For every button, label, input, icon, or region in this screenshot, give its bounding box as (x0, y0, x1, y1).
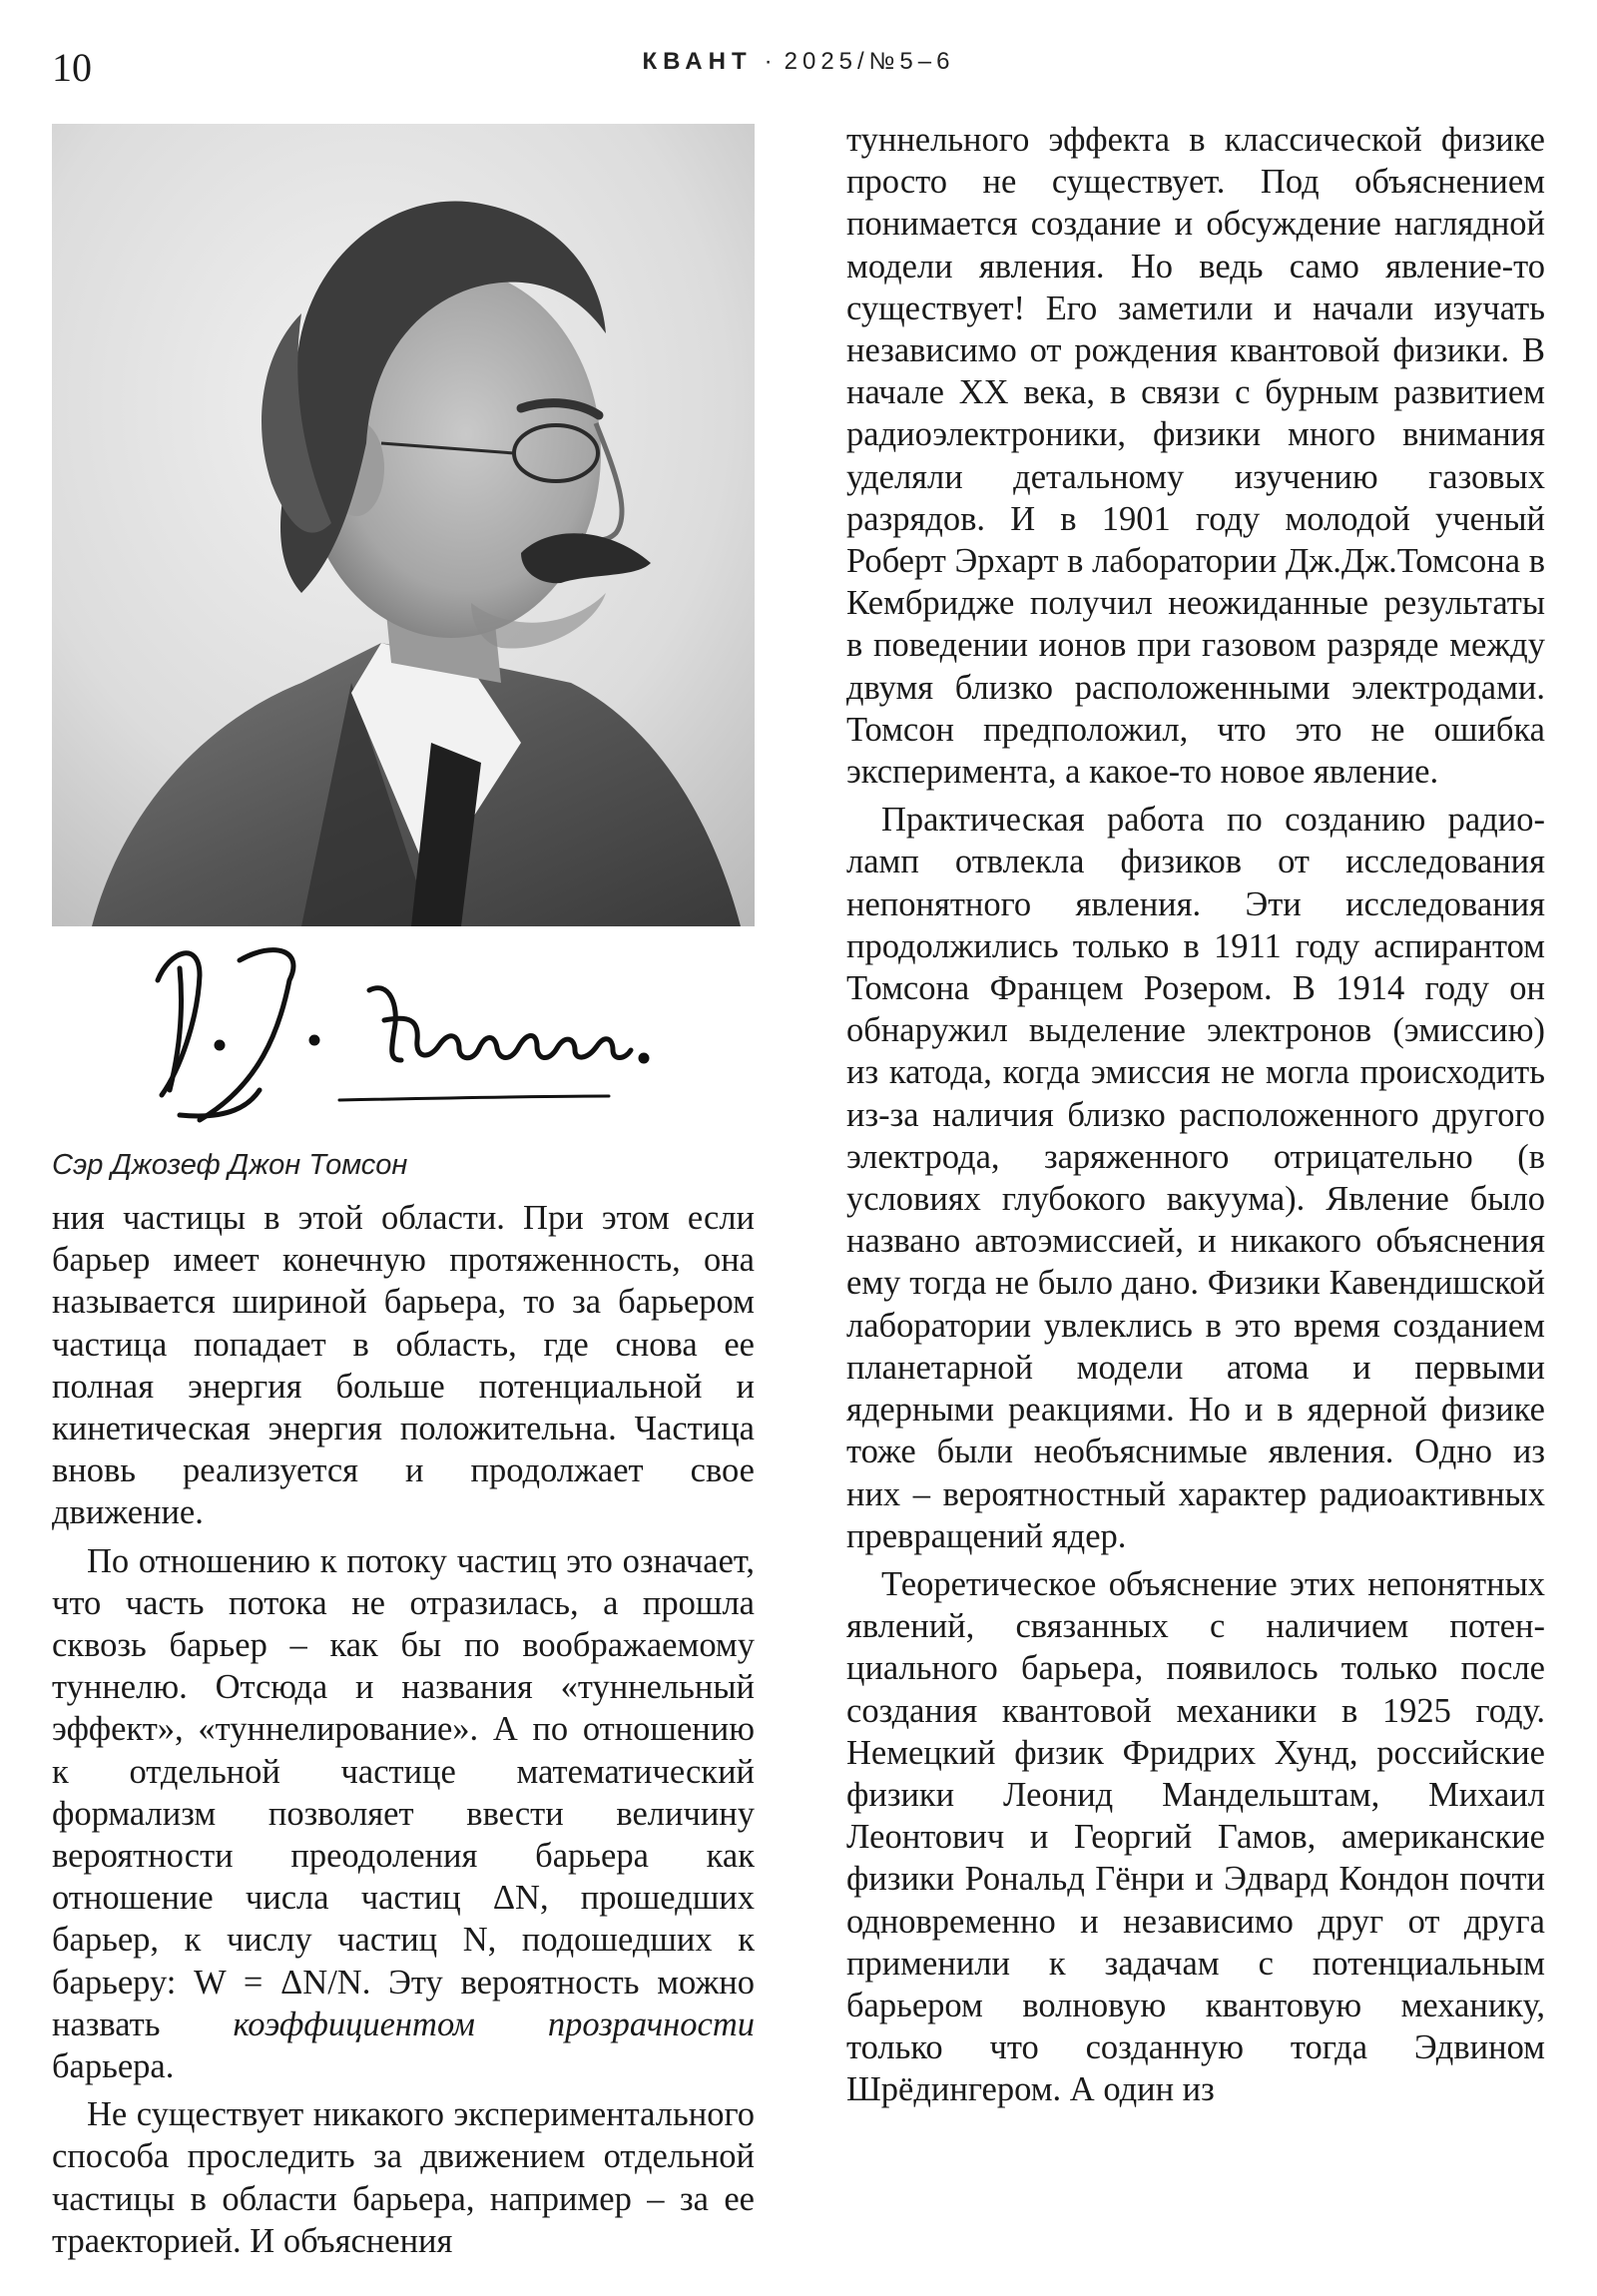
figure-caption: Сэр Джозеф Джон Томсон (52, 1149, 408, 1181)
paragraph: ния частицы в этой области. При этом если барьер имеет конечную протяженность, она называется шириной барьера, то за барьером частица попадает в область, где снова ее полная энергия больше потенциальной и кинетическая энергия положительна. Частица вновь реализуется и продолжает свое движение. (52, 1199, 755, 1532)
paragraph: туннельного эффекта в классической физике просто не существует. Под объяснением понимается создание и обсуждение наглядной модели явления. Но ведь само явление-то существует! Его заметили и начали изучать независимо от рождения квантовой физики. В начале XX века, в связи с бурным развитием радиоэлектроники, физики много внимания уделяли детальному изучению газовых разрядов. И в 1901 году молодой ученый Роберт Эрхарт в лаборатории Дж.Дж.Томсона в Кембридже получил неожиданные результаты в поведении ионов при газовом разряде между двумя близко расположенными электродами. Томсон предположил, что это не ошибка эксперимента, а какое-то новое явление. (846, 121, 1545, 792)
journal-title: КВАНТ (642, 48, 753, 75)
page-number: 10 (52, 45, 92, 90)
paragraph-text: барьера. (52, 2047, 175, 2086)
left-column (52, 1197, 755, 2262)
header-separator: · (764, 48, 773, 75)
paragraph (52, 1540, 755, 2088)
signature-icon (140, 920, 659, 1130)
paragraph-text: По отношению к потоку частиц это означает, что часть потока не отразилась, а прошла сквозь барьер – как бы по воображаемому туннелю. Отсюда и названия «туннельный эффект», «туннелирование». А по отношению к отдельной частице математический формализм позволяет ввести величину вероятности преодоления барьера как отношение числа частиц ΔN, прошедших барьер, к числу частиц N, подошедших к барьеру: W = ΔN/N. Эту вероятность можно назвать (52, 1541, 755, 2043)
issue-number: 2025/№5–6 (784, 48, 955, 75)
paragraph: Теоретическое объяснение этих непонятных явлений, связанных с наличием потенциального барьера, появилось только после создания квантовой механики в 1925 году. Немецкий физик Фридрих Хунд, российские физики Леонид Мандельштам, Михаил Леонтович и Георгий Гамов, американские физики Рональд Гёнри и Эдвард Кондон почти одновременно и независимо друг от друга применили к задачам с потенциальным барьером волновую квантовую механику, только что созданную тогда Эдвином Шрёдингером. А один из (846, 1564, 1545, 2109)
emphasized-term: коэффициентом прозрачности (233, 2005, 755, 2043)
paragraph: Практическая работа по созданию радиоламп отвлекла физиков от исследования непонятного явления. Эти исследования продолжились только в 1911 году аспирантом Томсона Францем Розером. В 1914 году он обнаружил выделение электронов (эмиссию) из катода, когда эмиссия не могла происходить из-за наличия близко расположенного другого электрода, заряженного отрицательно (в условиях глубокого вакуума). Явление было названо автоэмиссией, и никакого объяснения ему тогда не было дано. Физики Кавендишской лаборатории увлеклись в это время созданием планетарной модели атома и первыми ядерными реакциями. Но и в ядерной физике тоже были необъяснимые явления. Одно из них – вероятностный характер радиоактивных превращений ядер. (846, 801, 1545, 1555)
right-column (846, 119, 1545, 2111)
running-head (0, 50, 1597, 74)
paragraph: Не существует никакого экспериментального способа проследить за движением отдельной частицы в области барьера, например – за ее траекторией. И объяснения (52, 2095, 755, 2260)
portrait-photo-icon (52, 124, 755, 926)
